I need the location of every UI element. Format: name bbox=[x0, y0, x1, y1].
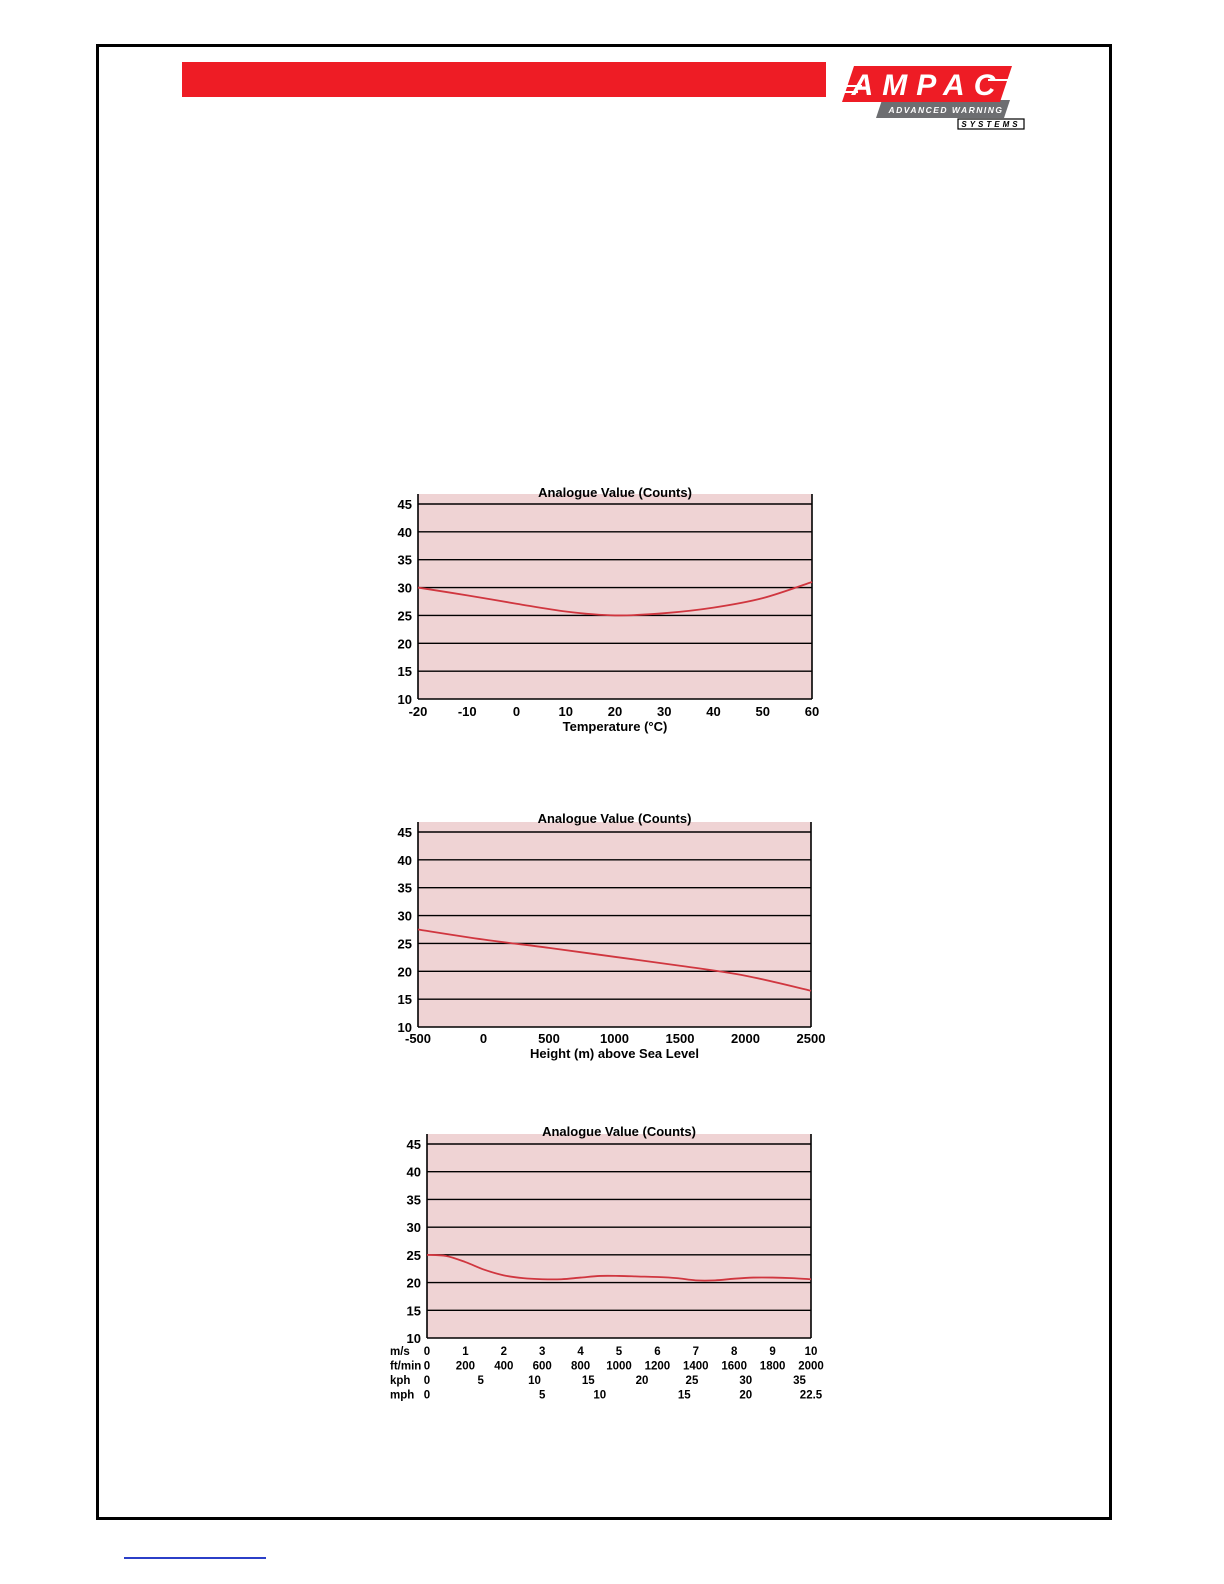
x-tick-label: 10 bbox=[528, 1375, 541, 1387]
y-tick-label: 15 bbox=[397, 664, 412, 680]
x-tick-label: 4 bbox=[577, 1346, 584, 1358]
x-tick-label: -20 bbox=[408, 704, 428, 719]
x-tick-label: 2 bbox=[500, 1346, 508, 1358]
x-tick-label: -500 bbox=[404, 1031, 432, 1046]
x-tick-label: 800 bbox=[571, 1360, 591, 1373]
height-chart bbox=[390, 808, 830, 1070]
y-tick-label: 25 bbox=[406, 1247, 421, 1263]
x-tick-label: 9 bbox=[769, 1346, 776, 1358]
x-tick-label: 2500 bbox=[796, 1031, 826, 1046]
y-tick-label: 30 bbox=[406, 1220, 421, 1236]
x-tick-label: 200 bbox=[455, 1360, 475, 1373]
chart-title: Analogue Value (Counts) bbox=[537, 811, 692, 826]
plot-area bbox=[418, 822, 811, 1027]
x-tick-label: 15 bbox=[677, 1389, 691, 1402]
airflow-chart bbox=[384, 1120, 834, 1410]
y-tick-label: 30 bbox=[397, 580, 412, 596]
y-tick-label: 10 bbox=[397, 1020, 412, 1035]
chart-title: Analogue Value (Counts) bbox=[542, 1124, 696, 1139]
x-tick-label: 500 bbox=[538, 1031, 560, 1046]
x-tick-label: 10 bbox=[558, 704, 573, 719]
x-scale-unit-label: ft/min bbox=[390, 1360, 422, 1373]
chart-title: Analogue Value (Counts) bbox=[538, 485, 692, 500]
y-tick-label: 40 bbox=[397, 852, 412, 868]
x-tick-label: 5 bbox=[615, 1346, 623, 1358]
x-tick-label: 35 bbox=[793, 1375, 806, 1387]
x-tick-label: 1800 bbox=[759, 1360, 786, 1373]
y-tick-label: 15 bbox=[397, 992, 412, 1008]
footer-link-underline[interactable] bbox=[124, 1557, 266, 1559]
y-tick-label: 10 bbox=[406, 1331, 421, 1346]
logo-tagline-line1: ADVANCED WARNING bbox=[888, 105, 1004, 115]
y-tick-label: 20 bbox=[406, 1275, 421, 1291]
plot-area bbox=[427, 1134, 811, 1338]
x-tick-label: 20 bbox=[635, 1375, 649, 1387]
x-tick-label: 10 bbox=[804, 1346, 818, 1358]
temperature-chart bbox=[390, 482, 830, 744]
logo-brand-text: AMPAC bbox=[851, 69, 1005, 102]
y-tick-label: 15 bbox=[406, 1303, 421, 1319]
x-axis-label: Height (m) above Sea Level bbox=[529, 1046, 700, 1061]
ampac-logo bbox=[838, 62, 1030, 132]
x-tick-label: 3 bbox=[538, 1346, 546, 1358]
x-tick-label: 20 bbox=[739, 1389, 753, 1402]
y-tick-label: 45 bbox=[397, 497, 412, 512]
x-tick-label: 2000 bbox=[798, 1360, 824, 1373]
x-tick-label: 0 bbox=[423, 1375, 431, 1387]
x-axis-label: Temperature (°C) bbox=[562, 719, 668, 734]
x-tick-label: 0 bbox=[423, 1346, 431, 1358]
x-tick-label: 10 bbox=[593, 1389, 607, 1402]
y-tick-label: 10 bbox=[397, 692, 412, 707]
y-tick-label: 45 bbox=[397, 825, 412, 840]
x-tick-label: 0 bbox=[423, 1360, 431, 1373]
x-tick-label: 8 bbox=[730, 1346, 738, 1358]
y-tick-label: 25 bbox=[397, 608, 412, 624]
x-tick-label: 22.5 bbox=[799, 1389, 823, 1402]
header-red-bar bbox=[182, 62, 826, 97]
x-tick-label: -10 bbox=[457, 704, 477, 719]
x-tick-label: 1500 bbox=[665, 1031, 695, 1046]
y-tick-label: 40 bbox=[406, 1164, 421, 1180]
x-tick-label: 50 bbox=[755, 704, 770, 719]
x-tick-label: 1400 bbox=[683, 1360, 709, 1373]
x-tick-label: 1600 bbox=[721, 1360, 747, 1373]
x-tick-label: 40 bbox=[706, 704, 721, 719]
x-tick-label: 5 bbox=[477, 1375, 484, 1387]
x-tick-label: 2000 bbox=[731, 1031, 760, 1046]
x-tick-label: 1000 bbox=[606, 1360, 632, 1373]
x-tick-label: 15 bbox=[581, 1375, 595, 1387]
x-tick-label: 25 bbox=[685, 1375, 699, 1387]
x-scale-unit-label: kph bbox=[390, 1375, 411, 1387]
x-tick-label: 0 bbox=[423, 1389, 431, 1402]
y-tick-label: 35 bbox=[397, 552, 412, 568]
x-tick-label: 7 bbox=[692, 1346, 700, 1358]
x-tick-label: 20 bbox=[607, 704, 623, 719]
logo-tagline-line2: SYSTEMS bbox=[961, 120, 1021, 129]
y-tick-label: 45 bbox=[406, 1137, 421, 1152]
x-tick-label: 400 bbox=[494, 1360, 514, 1373]
y-tick-label: 20 bbox=[397, 964, 412, 980]
x-tick-label: 30 bbox=[739, 1375, 753, 1387]
x-tick-label: 1 bbox=[462, 1346, 469, 1358]
x-scale-unit-label: mph bbox=[390, 1389, 415, 1402]
y-tick-label: 20 bbox=[397, 636, 412, 652]
x-tick-label: 1000 bbox=[600, 1031, 629, 1046]
y-tick-label: 35 bbox=[406, 1192, 421, 1208]
x-tick-label: 60 bbox=[804, 704, 820, 719]
y-tick-label: 35 bbox=[397, 880, 412, 896]
x-tick-label: 1200 bbox=[644, 1360, 671, 1373]
x-tick-label: 0 bbox=[479, 1031, 488, 1046]
x-tick-label: 5 bbox=[538, 1389, 546, 1402]
x-scale-unit-label: m/s bbox=[390, 1346, 410, 1358]
x-tick-label: 30 bbox=[657, 704, 672, 719]
x-tick-label: 6 bbox=[654, 1346, 661, 1358]
x-tick-label: 600 bbox=[532, 1360, 552, 1373]
y-tick-label: 30 bbox=[397, 908, 412, 924]
y-tick-label: 25 bbox=[397, 936, 412, 952]
x-tick-label: 0 bbox=[512, 704, 521, 719]
y-tick-label: 40 bbox=[397, 524, 412, 540]
